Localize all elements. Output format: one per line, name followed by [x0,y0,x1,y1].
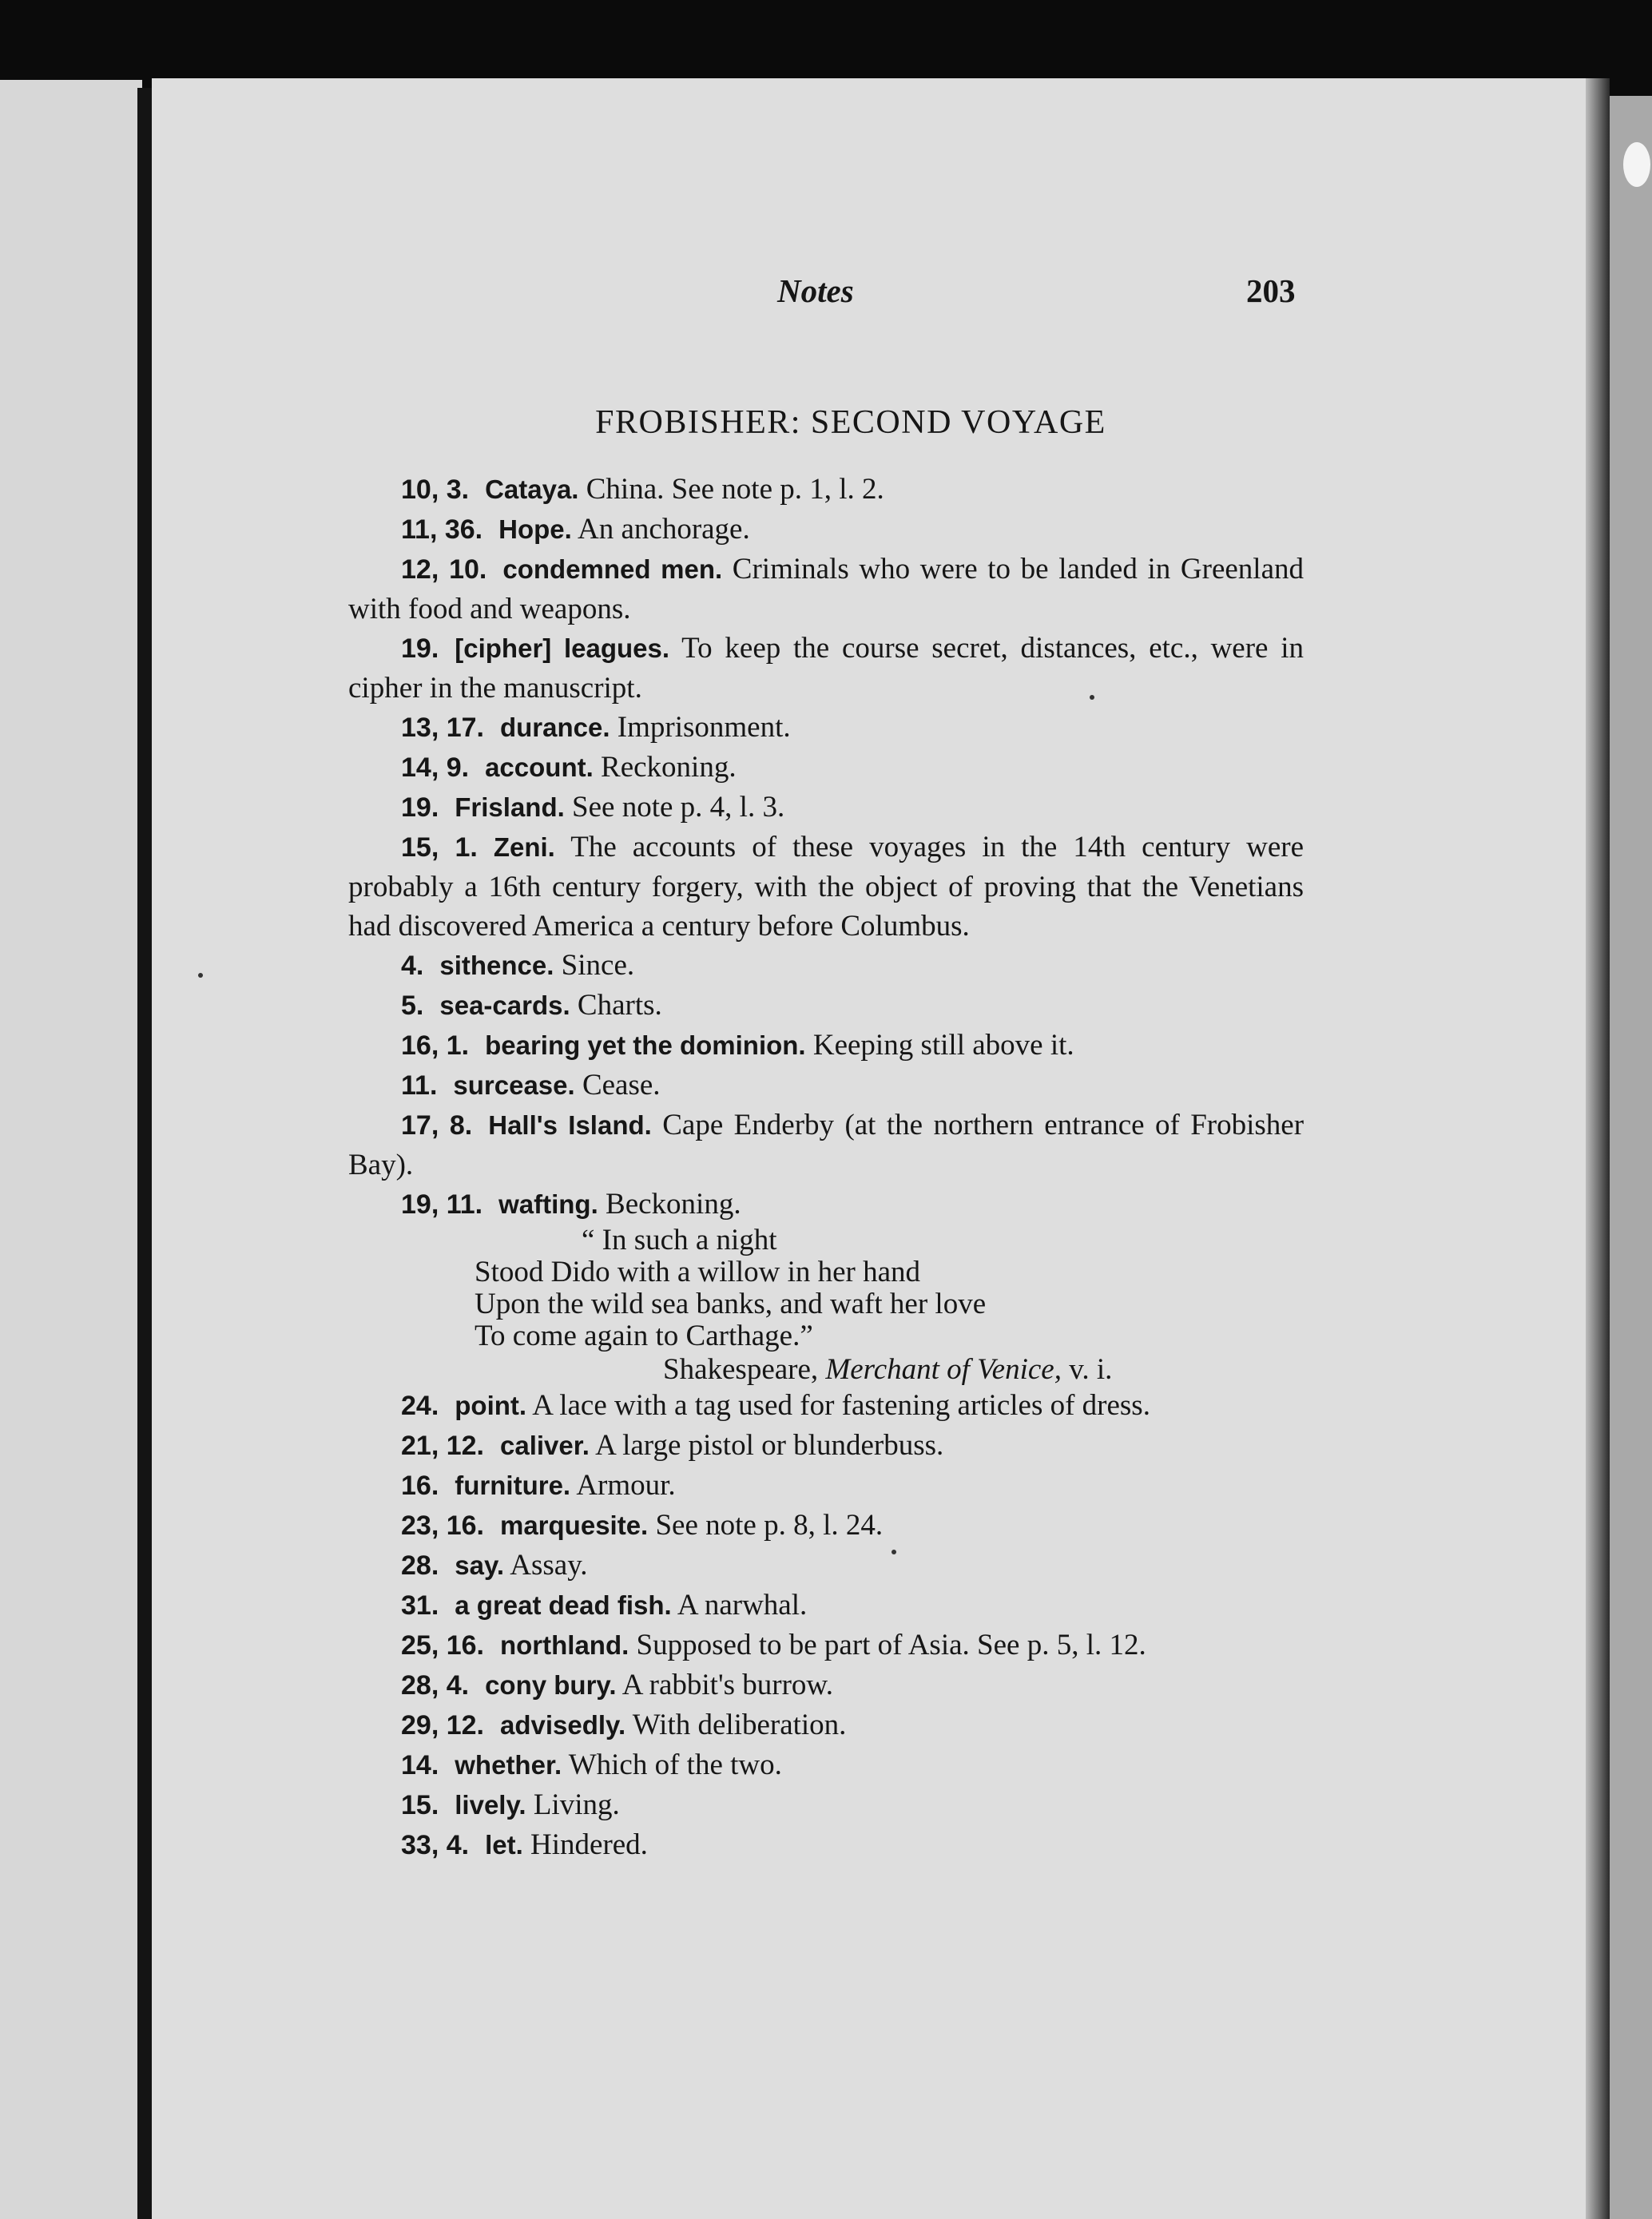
note-entry [348,708,1304,748]
page-number: 203 [1246,272,1296,309]
note-term: let. [485,1830,523,1860]
quote-line: Upon the wild sea banks, and waft her love [475,1288,987,1320]
quote-line: To come again to Carthage.” [475,1320,813,1352]
quote-line: Stood Dido with a willow in her hand [475,1256,921,1288]
note-entry [348,1705,1304,1745]
note-text: Living. [533,1788,620,1821]
note-entry [348,1426,1304,1466]
note-ref: 33, 4. [401,1830,470,1860]
note-term: surcease. [453,1070,575,1100]
quote-act: v. i. [1069,1353,1113,1386]
note-term: sithence. [439,951,554,980]
note-entry [348,1665,1304,1705]
note-text: Armour. [576,1469,676,1502]
note-term: caliver. [499,1431,590,1460]
note-ref: 16. [401,1471,439,1501]
note-ref: 4. [401,951,424,981]
note-entry [348,550,1304,629]
note-term: a great dead fish. [455,1590,672,1620]
note-term: furniture. [455,1471,571,1500]
note-term: Hope. [498,514,572,544]
note-term: [cipher] leagues. [455,633,670,663]
note-entry [348,1386,1304,1426]
note-text: China. See note p. 1, l. 2. [586,473,884,506]
note-ref: 11, 36. [401,514,483,545]
note-term: sea-cards. [439,990,570,1020]
note-term: northland. [499,1630,629,1660]
note-entry [348,828,1304,946]
note-ref: 14, 9. [401,752,470,783]
note-entry [348,629,1304,708]
shakespeare-quote [475,1225,1304,1386]
note-entry [348,1066,1304,1106]
note-entry [348,1825,1304,1865]
note-term: Hall's Island. [488,1110,652,1140]
note-text: Supposed to be part of Asia. See p. 5, l. 12. [636,1629,1146,1661]
note-ref: 24. [401,1391,439,1421]
note-entry [348,986,1304,1026]
note-text: Charts. [577,989,662,1022]
note-entry [348,1026,1304,1066]
note-text: Since. [561,949,635,982]
note-text: Assay. [510,1549,588,1582]
quote-attribution [475,1354,1304,1386]
note-text: Hindered. [530,1828,648,1861]
note-entry [348,1785,1304,1825]
note-entry [348,510,1304,550]
note-ref: 29, 12. [401,1710,484,1741]
note-ref: 28, 4. [401,1670,470,1701]
note-ref: 13, 17. [401,713,484,743]
note-entry [348,1106,1304,1185]
note-ref: 10, 3. [401,474,470,505]
note-ref: 12, 10. [401,554,487,585]
note-entry [348,748,1304,788]
note-ref: 16, 1. [401,1030,470,1061]
note-entry [348,1745,1304,1785]
running-title: Notes [777,272,854,309]
note-ref: 28. [401,1550,439,1581]
note-text: Cape Enderby (at the northern entrance of Frobisher Bay). [348,1109,1305,1181]
note-text: An anchorage. [578,513,750,546]
note-term: whether. [455,1750,562,1780]
note-term: account. [485,752,594,782]
note-text: Cease. [582,1069,661,1102]
note-entry [348,1626,1304,1665]
note-text: A lace with a tag used for fastening articles of dress. [532,1389,1150,1422]
notes-list [348,470,1304,1865]
note-ref: 19. [401,633,439,664]
note-entry [348,1466,1304,1506]
note-term: marquesite. [499,1510,649,1540]
quote-work: Merchant of Venice, [825,1353,1062,1386]
note-text: Beckoning. [606,1188,741,1221]
note-ref: 11. [401,1070,438,1101]
page-edge-shadow [1586,78,1610,2219]
note-text: Keeping still above it. [812,1029,1074,1062]
note-ref: 15, 1. [401,832,478,863]
left-page-edge [0,80,142,2219]
note-term: wafting. [498,1189,598,1219]
note-ref: 25, 16. [401,1630,484,1661]
note-text: Which of the two. [568,1749,782,1781]
note-entry [348,1185,1304,1225]
note-term: point. [455,1391,527,1420]
note-text: See note p. 8, l. 24. [655,1509,884,1542]
note-ref: 15. [401,1790,439,1820]
quote-author: Shakespeare, [663,1353,819,1386]
section-title: FROBISHER: SECOND VOYAGE [595,404,1106,441]
note-entry [348,946,1304,986]
note-text: A rabbit's burrow. [621,1669,833,1701]
note-entry [348,788,1304,828]
note-ref: 19, 11. [401,1189,483,1220]
note-text: See note p. 4, l. 3. [572,791,785,824]
note-entry [348,1546,1304,1586]
note-term: lively. [455,1790,526,1820]
note-text: Criminals who were to be landed in Greenland with food and weapons. [348,553,1305,625]
note-term: durance. [499,713,610,742]
note-ref: 19. [401,792,439,823]
note-term: say. [455,1550,505,1580]
note-ref: 31. [401,1590,439,1621]
note-term: Zeni. [493,832,555,862]
note-term: Cataya. [485,474,579,504]
note-term: bearing yet the dominion. [485,1030,806,1060]
binding-hole [1623,142,1650,187]
specks [198,973,203,978]
note-term: cony bury. [485,1670,617,1700]
note-text: With deliberation. [632,1709,847,1741]
note-ref: 23, 16. [401,1510,484,1541]
note-text: A narwhal. [677,1589,808,1622]
note-text: Imprisonment. [617,711,791,744]
quote-line: “ In such a night [582,1224,777,1256]
note-entry [348,470,1304,510]
note-ref: 14. [401,1750,439,1780]
note-entry [348,1586,1304,1626]
note-ref: 21, 12. [401,1431,484,1461]
note-text: The accounts of these voyages in the 14th century were probably a 16th century forgery, with the object of proving that the Venetians had discovered America a century before Columbus. [348,831,1304,943]
note-entry [348,1506,1304,1546]
note-term: Frisland. [455,792,565,822]
note-term: condemned men. [502,554,723,584]
note-text: To keep the course secret, distances, etc., were in cipher in the manuscript. [348,632,1304,705]
note-ref: 17, 8. [401,1110,473,1141]
note-ref: 5. [401,990,424,1021]
note-term: advisedly. [499,1710,626,1740]
note-text: Reckoning. [601,751,737,784]
note-text: A large pistol or blunderbuss. [595,1429,944,1462]
right-page-edges [1610,96,1652,2219]
